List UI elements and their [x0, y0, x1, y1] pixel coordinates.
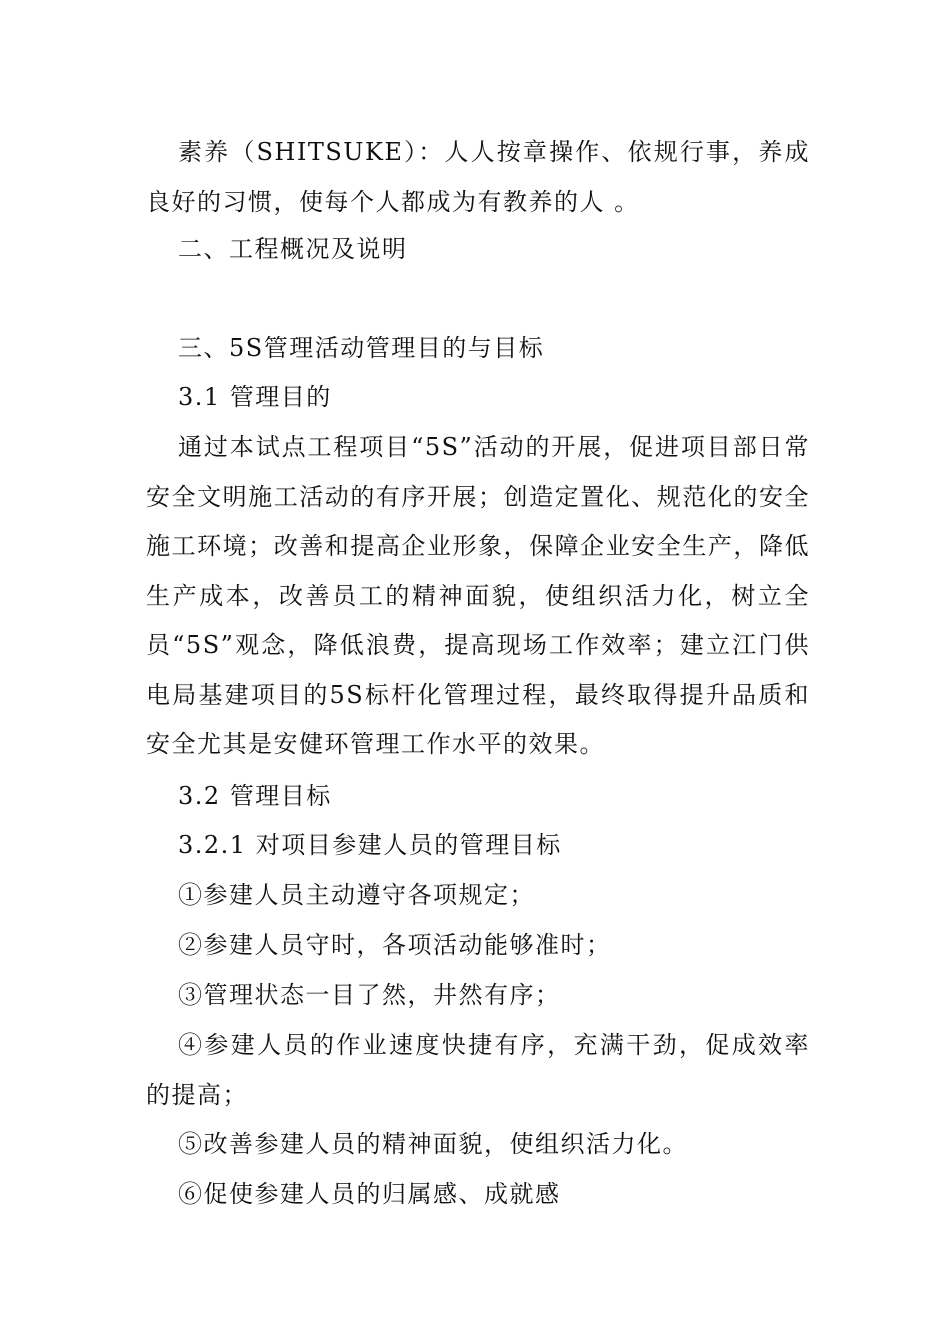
heading-section-2: 二、工程概况及说明: [178, 235, 408, 263]
heading-3-2-1: 3.2.1 对项目参建人员的管理目标: [178, 831, 562, 859]
list-item-6: ⑥促使参建人员的归属感、成就感: [178, 1180, 561, 1208]
list-item-1: ①参建人员主动遵守各项规定；: [178, 881, 535, 909]
list-item-3: ③管理状态一目了然，井然有序；: [178, 981, 561, 1009]
paragraph-shitsuke: 素养（SHITSUKE）：人人按章操作、依规行事，养成良好的习惯，使每个人都成为有教养的人 。: [146, 138, 810, 216]
paragraph-purpose: 通过本试点工程项目“5S”活动的开展，促进项目部日常安全文明施工活动的有序开展；创造定置化、规范化的安全施工环境；改善和提高企业形象，保障企业安全生产，降低生产成本，改善员工的精神面貌，使组织活力化，树立全员“5S”观念，降低浪费，提高现场工作效率；建立江门供电局基建项目的5S标杆化管理过程，最终取得提升品质和安全尤其是安健环管理工作水平的效果。: [146, 433, 810, 758]
heading-3-2: 3.2 管理目标: [178, 782, 332, 810]
heading-section-3: 三、5S管理活动管理目的与目标: [178, 334, 545, 362]
heading-3-1: 3.1 管理目的: [178, 383, 332, 411]
list-item-4: ④参建人员的作业速度快捷有序，充满干劲，促成效率的提高；: [146, 1031, 810, 1109]
list-item-5: ⑤改善参建人员的精神面貌，使组织活力化。: [178, 1130, 688, 1158]
list-item-2: ②参建人员守时，各项活动能够准时；: [178, 931, 612, 959]
